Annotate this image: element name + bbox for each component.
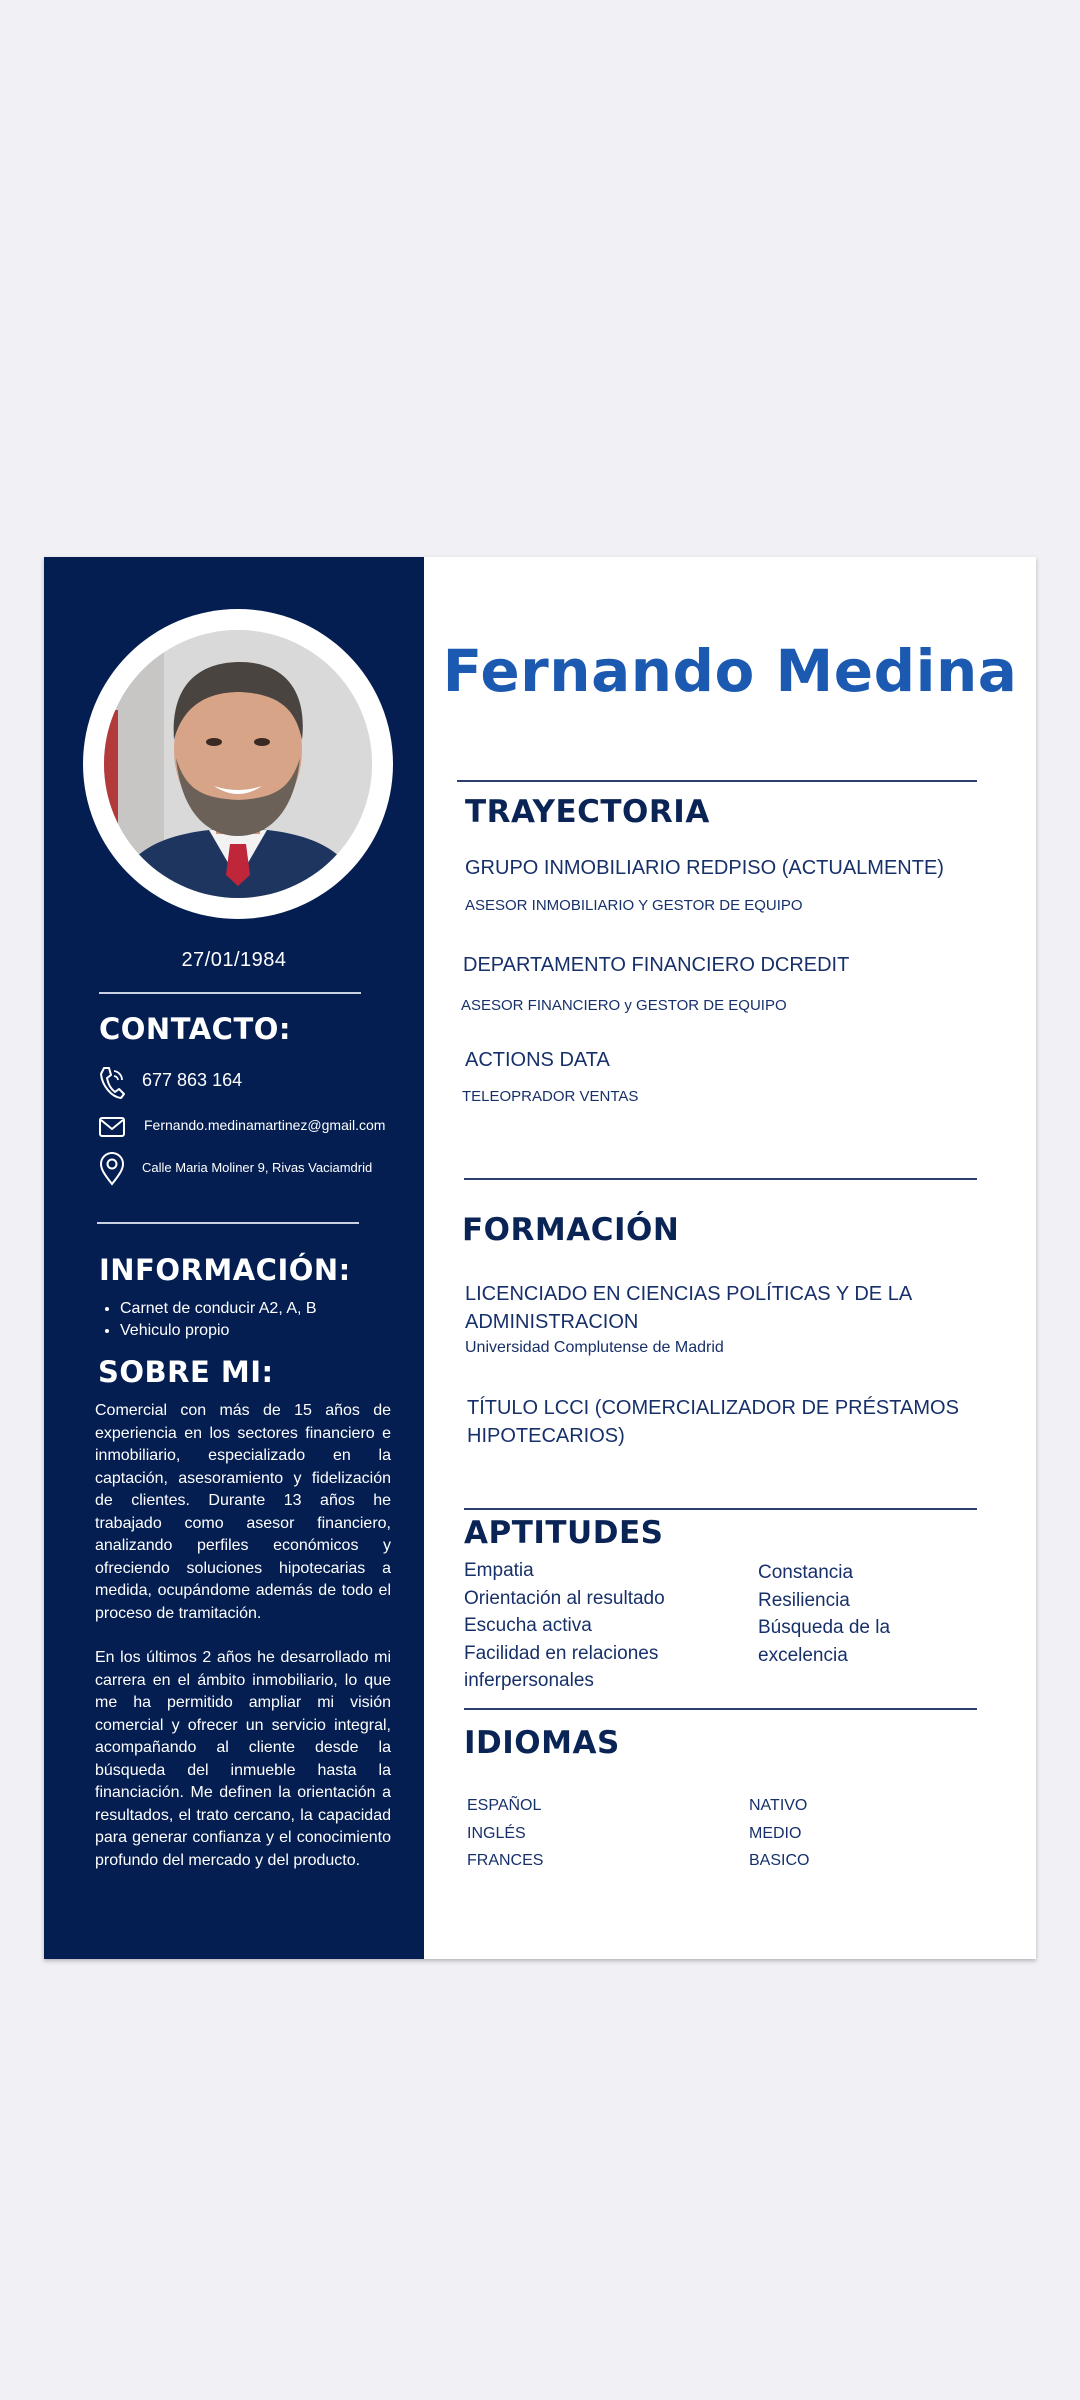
experience-company: GRUPO INMOBILIARIO REDPISO (ACTUALMENTE)	[465, 857, 944, 879]
birth-date: 27/01/1984	[181, 949, 287, 971]
experience-company: DEPARTAMENTO FINANCIERO DCREDIT	[463, 954, 850, 976]
language-level: NATIVO	[749, 1797, 808, 1814]
language-level: MEDIO	[749, 1824, 802, 1842]
experience-company: ACTIONS DATA	[465, 1049, 610, 1071]
divider	[464, 1178, 977, 1180]
about-paragraph: Comercial con más de 15 años de experiencia en los sectores financiero e inmobiliario, especializado en la captación, asesoramiento y fidelización de clientes. Durante 13 años he trabajado como asesor financiero, analizando perfiles económicos y ofreciendo soluciones hipotecarias a medida, ocupándome además de todo el proceso de tramitación.	[95, 1402, 391, 1622]
skill-item: Búsqueda de la	[758, 1617, 891, 1638]
skill-item: excelencia	[758, 1644, 848, 1666]
education-institution: Universidad Complutense de Madrid	[465, 1339, 724, 1356]
information-heading: INFORMACIÓN:	[99, 1253, 351, 1287]
experience-heading: TRAYECTORIA	[465, 794, 710, 830]
about-heading: SOBRE MI:	[98, 1355, 274, 1389]
languages-heading: IDIOMAS	[464, 1725, 620, 1761]
contact-email[interactable]: Fernando.medinamartinez@gmail.com	[144, 1117, 386, 1133]
skill-item: Resiliencia	[758, 1589, 850, 1611]
information-list	[110, 1298, 317, 1342]
mail-icon	[98, 1115, 126, 1147]
language-level: BASICO	[749, 1852, 810, 1869]
language-name: ESPAÑOL	[467, 1797, 542, 1814]
skills-heading: APTITUDES	[464, 1515, 664, 1551]
contact-heading: CONTACTO:	[99, 1012, 291, 1046]
phone-icon	[98, 1065, 126, 1097]
skill-item: Orientación al resultado	[464, 1587, 665, 1609]
divider	[99, 992, 361, 994]
skills-column-1	[464, 1557, 665, 1695]
education-title: TÍTULO LCCI (COMERCIALIZADOR DE PRÉSTAMOS HIPOTECARIOS)	[467, 1397, 959, 1447]
list-item: • Vehiculo propio	[120, 1320, 317, 1342]
languages-list	[467, 1792, 543, 1875]
list-item: • Carnet de conducir A2, A, B	[120, 1298, 317, 1320]
resume-page	[44, 557, 1036, 1959]
contact-address: Calle Maria Moliner 9, Rivas Vaciamdrid	[142, 1160, 373, 1175]
skill-item: Escucha activa	[464, 1615, 592, 1636]
about-paragraph: En los últimos 2 años he desarrollado mi carrera en el ámbito inmobiliario, lo que me ha permitido ampliar mi visión comercial y ofrecer un servicio integral, acompañando al cliente desde la búsqueda del inmueble hasta la financiación. Me definen la orientación a resultados, el trato cercano, la capacidad para generar confianza y el conocimiento profundo del mercado y del producto.	[95, 1649, 391, 1869]
divider	[97, 1222, 359, 1224]
skill-item: inferpersonales	[464, 1670, 594, 1691]
skill-item: Constancia	[758, 1562, 854, 1583]
experience-role: ASESOR INMOBILIARIO Y GESTOR DE EQUIPO	[465, 897, 803, 914]
education-title: LICENCIADO EN CIENCIAS POLÍTICAS Y DE LA ADMINISTRACION	[465, 1283, 912, 1333]
sidebar	[44, 557, 424, 1959]
location-pin-icon	[98, 1152, 126, 1184]
language-name: FRANCES	[467, 1852, 544, 1869]
divider	[464, 1708, 977, 1710]
profile-photo-ring	[83, 609, 393, 919]
experience-role: ASESOR FINANCIERO y GESTOR DE EQUIPO	[461, 997, 787, 1014]
education-heading: FORMACIÓN	[462, 1212, 680, 1248]
full-name: Fernando Medina	[442, 637, 1018, 705]
skill-item: Facilidad en relaciones	[464, 1642, 659, 1664]
divider	[464, 1508, 977, 1510]
language-levels	[749, 1792, 809, 1875]
skills-column-2	[758, 1559, 890, 1669]
divider	[457, 780, 977, 782]
contact-phone[interactable]: 677 863 164	[142, 1070, 243, 1090]
profile-photo	[104, 630, 372, 898]
language-name: INGLÉS	[467, 1824, 526, 1842]
skill-item: Empatia	[464, 1560, 534, 1581]
experience-role: TELEOPRADOR VENTAS	[462, 1088, 639, 1105]
